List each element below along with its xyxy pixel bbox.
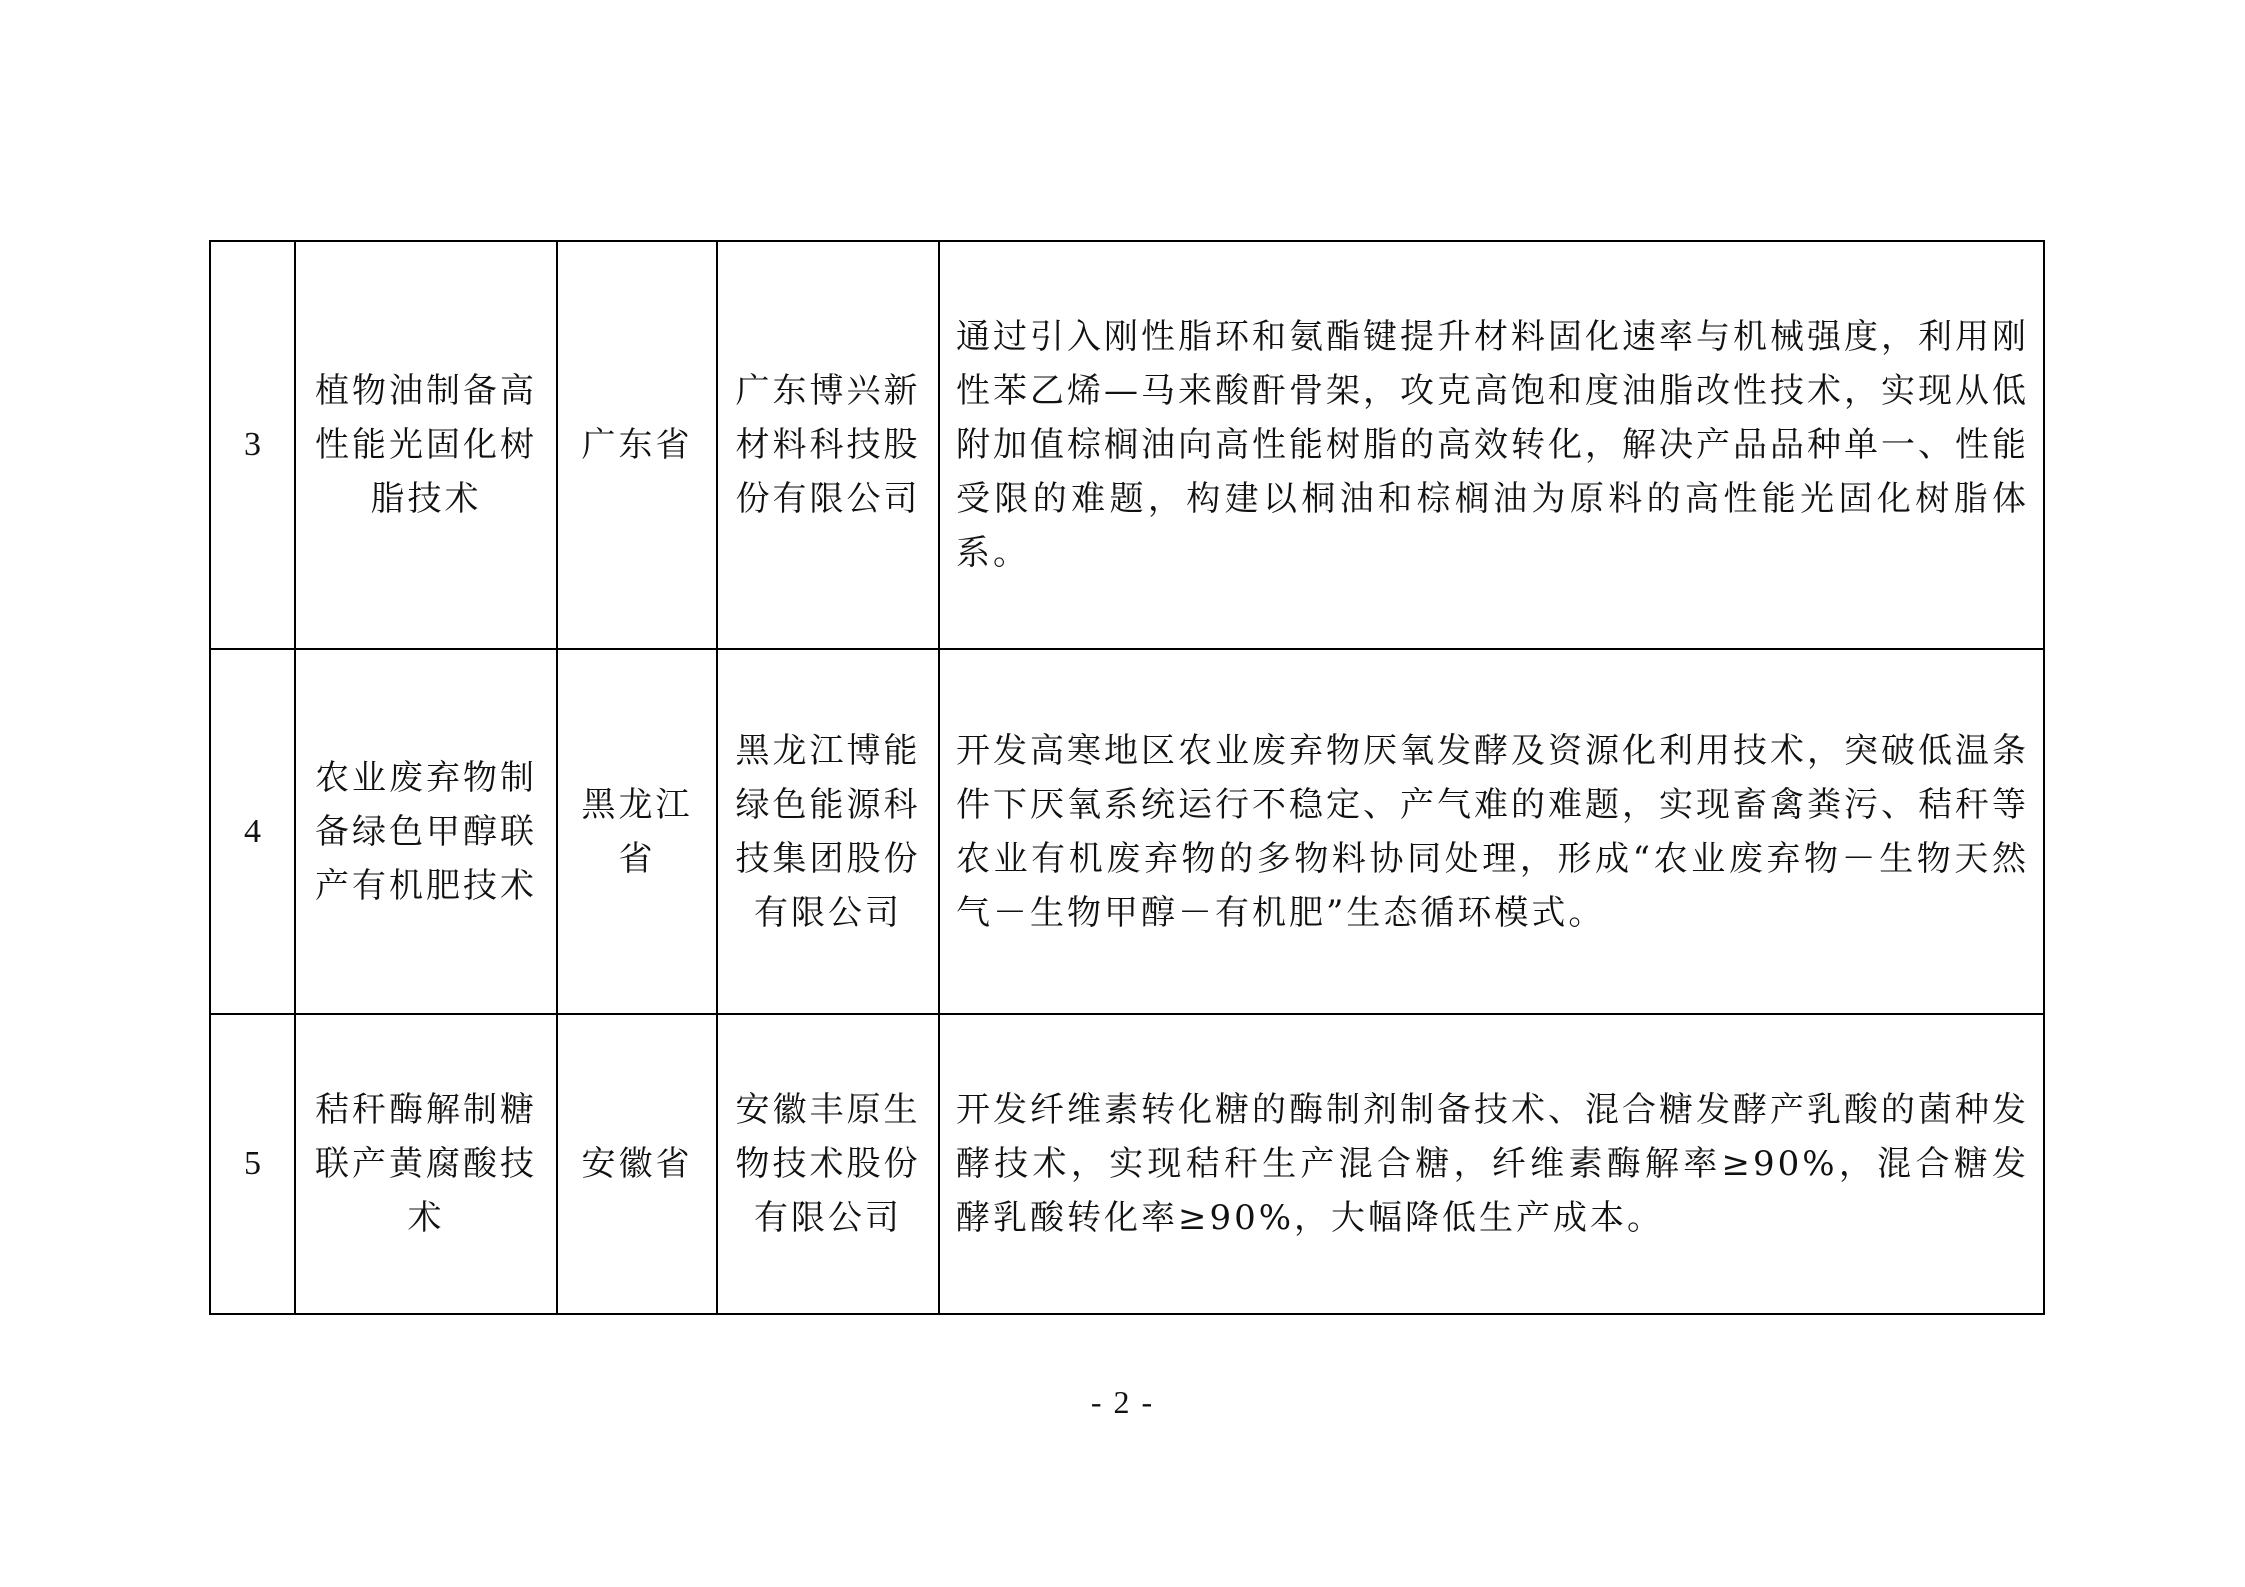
table-row	[210, 649, 2044, 1014]
description: 开发纤维素转化糖的酶制剂制备技术、混合糖发酵产乳酸的菌种发酵技术，实现秸秆生产混合糖，纤维素酶解率≥90%，混合糖发酵乳酸转化率≥90%，大幅降低生产成本。	[939, 1014, 2044, 1314]
table-row	[210, 241, 2044, 649]
organization: 安徽丰原生物技术股份有限公司	[717, 1014, 939, 1314]
page-number: - 2 -	[1090, 1384, 1155, 1420]
row-number: 5	[210, 1014, 295, 1314]
province: 安徽省	[557, 1014, 717, 1314]
organization: 广东博兴新材料科技股份有限公司	[717, 241, 939, 649]
row-number: 4	[210, 649, 295, 1014]
province: 广东省	[557, 241, 717, 649]
row-number: 3	[210, 241, 295, 649]
province: 黑龙江省	[557, 649, 717, 1014]
technology-name: 植物油制备高性能光固化树脂技术	[295, 241, 557, 649]
description: 开发高寒地区农业废弃物厌氧发酵及资源化利用技术，突破低温条件下厌氧系统运行不稳定、产气难的难题，实现畜禽粪污、秸秆等农业有机废弃物的多物料协同处理，形成“农业废弃物－生物天然气－生物甲醇－有机肥”生态循环模式。	[939, 649, 2044, 1014]
description: 通过引入刚性脂环和氨酯键提升材料固化速率与机械强度，利用刚性苯乙烯—马来酸酐骨架，攻克高饱和度油脂改性技术，实现从低附加值棕榈油向高性能树脂的高效转化，解决产品品种单一、性能受限的难题，构建以桐油和棕榈油为原料的高性能光固化树脂体系。	[939, 241, 2044, 649]
table-row	[210, 1014, 2044, 1314]
technology-table	[209, 240, 2045, 1315]
technology-name: 秸秆酶解制糖联产黄腐酸技术	[295, 1014, 557, 1314]
technology-name: 农业废弃物制备绿色甲醇联产有机肥技术	[295, 649, 557, 1014]
organization: 黑龙江博能绿色能源科技集团股份有限公司	[717, 649, 939, 1014]
